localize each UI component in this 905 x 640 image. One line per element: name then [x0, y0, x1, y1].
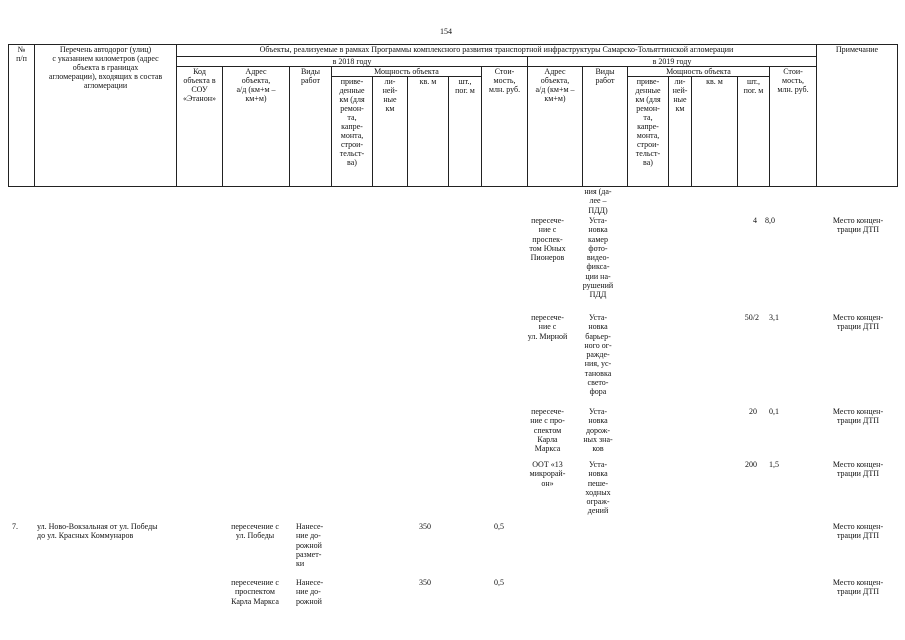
header-num: № п/п — [9, 45, 35, 187]
header-2018: в 2018 году — [177, 57, 528, 67]
row4-address-2019: ООТ «13 микрорай- он» — [529, 460, 566, 488]
row2-note: Место концен- трации ДТП — [832, 313, 884, 332]
header-linear-2019: ли- ней- ные км — [669, 77, 692, 187]
header-works-2019: Виды работ — [583, 67, 628, 187]
header-capacity-2019: Мощность объекта — [628, 67, 770, 77]
header-works: Виды работ — [290, 67, 332, 187]
row2-cost: 3,1 — [769, 313, 779, 322]
row4-cost: 1,5 — [769, 460, 779, 469]
row4-pcs: 200 — [745, 460, 757, 469]
item7-sub1-note: Место концен- трации ДТП — [832, 578, 884, 597]
item7-sub0-sqm: 350 — [419, 522, 431, 531]
item7-sub1-address: пересечение с проспектом Карла Маркса — [231, 578, 279, 606]
item7-sub1-sqm: 350 — [419, 578, 431, 587]
header-pcs-2019: шт., пог. м — [738, 77, 770, 187]
item7-sub1-cost: 0,5 — [494, 578, 504, 587]
item7-number: 7. — [12, 522, 18, 531]
item7-sub1-works: Нанесе- ние до- рожной — [296, 578, 324, 606]
header-address-2019: Адрес объекта, а/д (км+м – км+м) — [528, 67, 583, 187]
item7-sub0-cost: 0,5 — [494, 522, 504, 531]
item7-sub0-works: Нанесе- ние до- рожной размет- ки — [296, 522, 324, 569]
row2-works-2019: Уста- новка барьер- ного ог- ражде- ния, ус- тановка свето- фора — [584, 313, 612, 397]
header-code: Код объекта в СОУ «Этанон» — [177, 67, 223, 187]
header-linear: ли- ней- ные км — [373, 77, 408, 187]
row1-pcs: 4 — [753, 216, 757, 225]
item7-road: ул. Ново-Вокзальная от ул. Победы до ул. Красных Коммунаров — [37, 522, 158, 541]
row1-address-2019: пересече- ние с проспек- том Юных Пионеров — [529, 216, 566, 263]
row3-pcs: 20 — [749, 407, 757, 416]
row4-works-2019: Уста- новка пеше- ходных ограж- дений — [585, 460, 611, 516]
row1-note: Место концен- трации ДТП — [832, 216, 884, 235]
row0-works-2019: ния (да- лее – ПДД) — [584, 187, 612, 215]
row3-note: Место концен- трации ДТП — [832, 407, 884, 426]
row2-pcs: 50/2 — [744, 313, 759, 322]
row2-address-2019: пересече- ние с ул. Мирной — [527, 313, 568, 341]
row1-cost: 8,0 — [765, 216, 775, 225]
header-sqm-2019: кв. м — [692, 77, 738, 187]
item7-sub0-note: Место концен- трации ДТП — [832, 522, 884, 541]
header-2019: в 2019 году — [528, 57, 817, 67]
header-program: Объекты, реализуемые в рамках Программы комплексного развития транспортной инфраструктуры Самарско-Тольяттинской агломерации — [177, 45, 817, 57]
header-cost-2019: Стои- мость, млн. руб. — [770, 67, 817, 187]
header-cost: Стои- мость, млн. руб. — [482, 67, 528, 187]
row4-note: Место концен- трации ДТП — [832, 460, 884, 479]
item7-sub0-address: пересечение с ул. Победы — [231, 522, 279, 541]
header-reduced: приве- денные км (для ремон- та, капре- монта, строи- тельст- ва) — [332, 77, 373, 187]
row3-address-2019: пересече- ние с про- спектом Карла Маркса — [530, 407, 565, 454]
header-reduced-2019: приве- денные км (для ремон- та, капре- монта, строи- тельст- ва) — [628, 77, 669, 187]
row1-works-2019: Уста- новка камер фото- видео- фикса- ции на- рушений ПДД — [582, 216, 614, 300]
header-address: Адрес объекта, а/д (км+м – км+м) — [223, 67, 290, 187]
table-header — [8, 44, 898, 187]
row3-cost: 0,1 — [769, 407, 779, 416]
header-pcs: шт., пог. м — [449, 77, 482, 187]
header-sqm: кв. м — [408, 77, 449, 187]
row3-works-2019: Уста- новка дорож- ных зна- ков — [583, 407, 613, 454]
header-roads: Перечень автодорог (улиц) с указанием километров (адрес объекта в границах агломерации), входящих в состав агломерации — [35, 45, 177, 187]
header-capacity: Мощность объекта — [332, 67, 482, 77]
header-note: Примечание — [817, 45, 898, 187]
page-number: 154 — [440, 27, 452, 36]
